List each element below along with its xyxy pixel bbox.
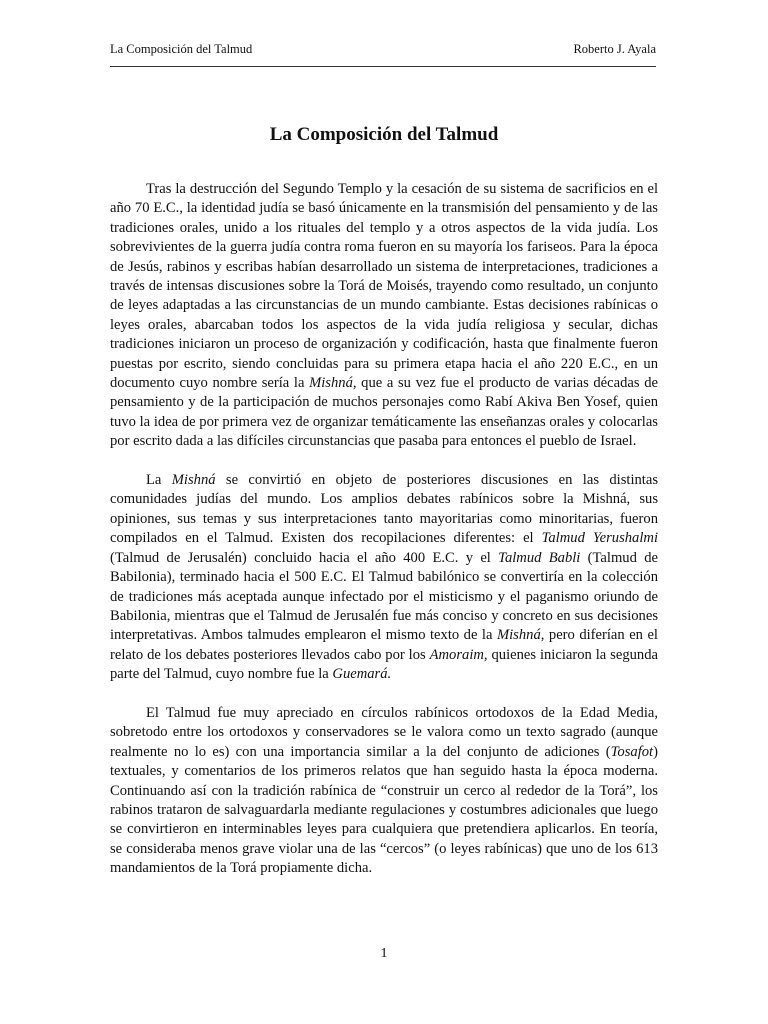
text-run: quienes iniciaron la segunda parte del Talmud, cuyo nombre fue la — [110, 646, 658, 683]
header-title: La Composición del Talmud — [110, 42, 253, 56]
document-title: La Composición del Talmud — [269, 124, 499, 145]
paragraph-3 — [110, 704, 658, 879]
header-author: Roberto J. Ayala — [573, 42, 656, 56]
italic-term: Talmud Babli — [498, 549, 581, 566]
text-run: El Talmud fue muy apreciado en círculos rabínicos ortodoxos de la Edad Media, sobretodo entre los ortodoxos y conservadores se le valora como un texto sagrado (aunque realmente no lo es) con una importancia similar a la del conjunto de adiciones ( — [110, 704, 658, 760]
text-run: , pero diferían en el relato de los debates posteriores llevados cabo por los — [110, 627, 658, 663]
italic-term: Guemará. — [332, 666, 392, 683]
italic-term: Amoraim, — [429, 646, 488, 663]
running-header — [110, 42, 656, 57]
italic-term: Tosafot — [610, 743, 654, 760]
italic-term: Talmud Yerushalmi — [541, 530, 658, 547]
text-run: ) textuales, y comentarios de los primeros relatos que han seguido hasta la época moderna. Continuando así con la tradición rabínica de “construir un cerco al rededor de la Torá”, los rabinos trataron de salvaguardarla mediante regulaciones y costumbres adicionales que luego se convirtieron en interminables leyes para cualquiera que pretendiera aplicarlos. En teoría, se consideraba menos grave violar una de las “cercos” (o leyes rabínicas) que uno de los 613 mandamientos de la Torá propiamente dicha. — [110, 743, 658, 877]
italic-term: Mishná — [309, 375, 353, 392]
header-rule — [110, 66, 656, 67]
text-run: , que a su vez fue el producto de varias décadas de pensamiento y de la participación de muchos personajes como Rabí Akiva Ben Yosef, quien tuvo la idea de por primera vez de organizar temáticamente las enseñanzas orales y colocarlas por escrito dada a las difíciles circunstancias que pasaba para entonces el pueblo de Israel. — [110, 375, 658, 450]
document-body — [110, 180, 658, 898]
italic-term: Mishná — [496, 627, 541, 644]
italic-term: Mishná — [171, 472, 216, 489]
text-run: (Talmud de Babilonia), terminado hacia el 500 E.C. El Talmud babilónico se convertiría en la colección de tradiciones más aceptada aunque infectado por el misticismo y el paganismo oriundo de Babilonia, mientras que el Talmud de Jerusalén fue más conciso y concreto en sus decisiones interpretativas. Ambos talmudes emplearon el mismo texto de la — [110, 549, 658, 644]
page-number: 1 — [380, 946, 388, 961]
paragraph-2 — [110, 471, 658, 684]
text-run: Tras la destrucción del Segundo Templo y la cesación de su sistema de sacrificios en el año 70 E.C., la identidad judía se basó únicamente en la transmisión del pensamiento y de las tradiciones orales, unido a los rituales del templo y a otros aspectos de la vida judía. Los sobrevivientes de la guerra judía contra roma fueron en su mayoría los fariseos. Para la época de Jesús, rabinos y escribas habían desarrollado un sistema de interpretaciones, tradiciones a través de intensas discusiones sobre la Torá de Moisés, trayendo como resultado, un conjunto de leyes adaptadas a las circunstancias de un mundo cambiante. Estas decisiones rabínicas o leyes orales, abarcaban todos los aspectos de la vida judía religiosa y secular, dichas tradiciones iniciaron un proceso de organización y codificación, hasta que finalmente fueron puestas por escrito, siendo concluidas para su primera etapa hacia el año 220 E.C., en un documento cuyo nombre sería la — [110, 181, 658, 392]
text-run: (Talmud de Jerusalén) concluido hacia el año 400 E.C. y el — [110, 549, 499, 566]
text-run: La — [146, 472, 172, 489]
text-run: se convirtió en objeto de posteriores discusiones en las distintas comunidades judías del mundo. Los amplios debates rabínicos sobre la Mishná, sus opiniones, sus temas y sus interpretaciones tanto mayoritarias como minoritarias, fueron compilados en el Talmud. Existen dos recopilaciones diferentes: el — [110, 472, 659, 547]
paragraph-1 — [110, 180, 658, 452]
